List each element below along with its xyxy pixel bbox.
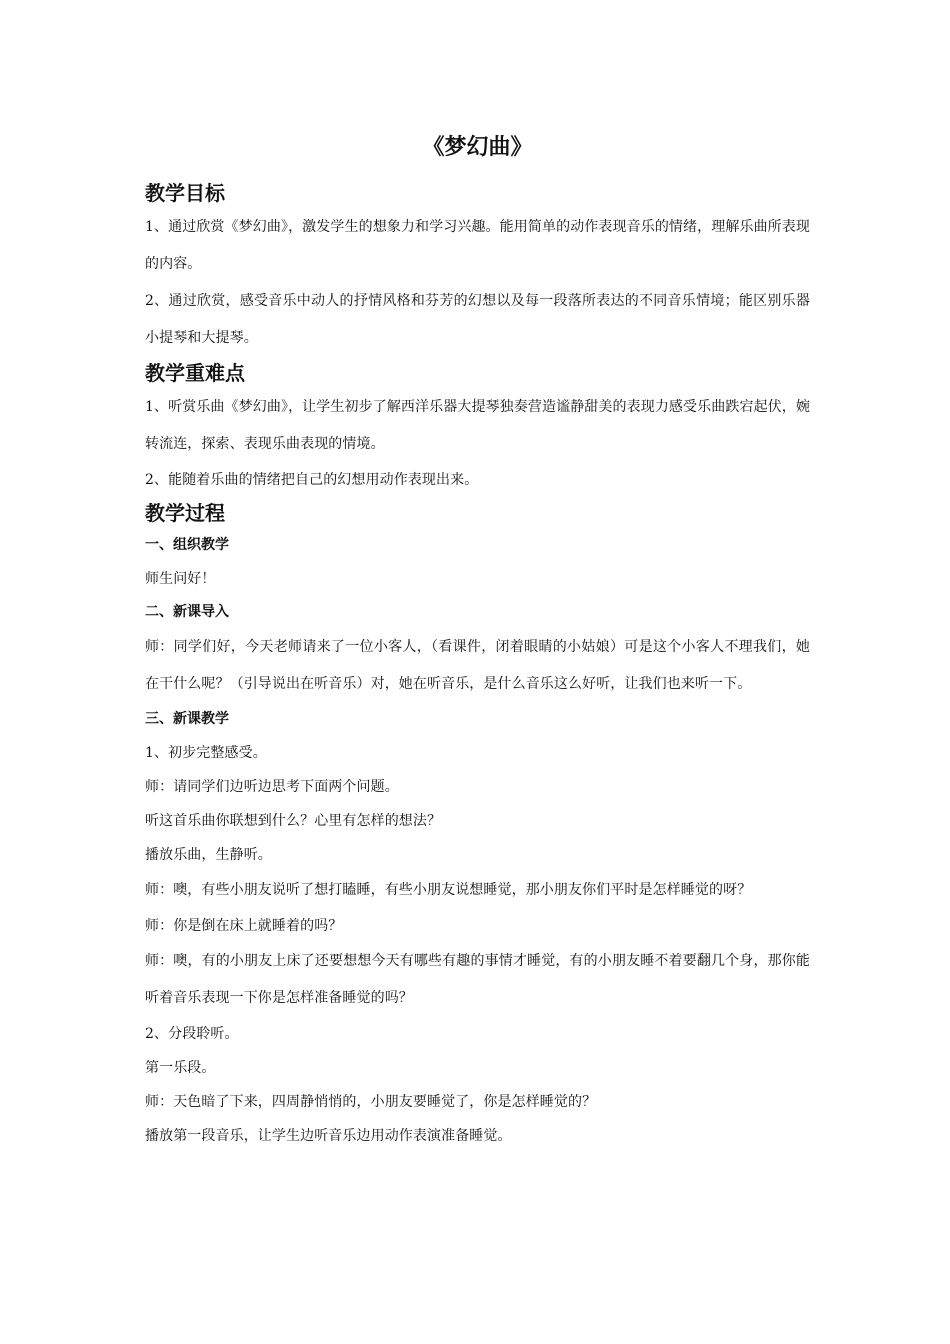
paragraph: 播放乐曲，生静听。 <box>145 847 272 863</box>
paragraph: 师：请同学们边听边思考下面两个问题。 <box>145 779 399 795</box>
paragraph: 1、初步完整感受。 <box>145 745 267 761</box>
paragraph: 播放第一段音乐，让学生边听音乐边用动作表演准备睡觉。 <box>145 1128 512 1144</box>
document-title: 《梦幻曲》 <box>422 135 533 160</box>
document-body <box>145 128 810 1153</box>
paragraph: 师：噢，有的小朋友上床了还要想想今天有哪些有趣的事情才睡觉，有的小朋友睡不着要翻几个身，那你能听着音乐表现一下你是怎样准备睡觉的吗？ <box>145 953 810 1006</box>
section-heading-key-points: 教学重难点 <box>145 361 245 385</box>
subsection-heading: 二、新课导入 <box>145 604 229 620</box>
paragraph: 第一乐段。 <box>145 1060 216 1076</box>
paragraph: 2、分段聆听。 <box>145 1026 239 1042</box>
paragraph: 2、通过欣赏，感受音乐中动人的抒情风格和芬芳的幻想以及每一段落所表达的不同音乐情境；能区别乐器小提琴和大提琴。 <box>145 293 810 346</box>
subsection-heading: 三、新课教学 <box>145 711 229 727</box>
paragraph: 师：同学们好，今天老师请来了一位小客人，（看课件，闭着眼睛的小姑娘）可是这个小客人不理我们，她在干什么呢？（引导说出在听音乐）对，她在听音乐，是什么音乐这么好听，让我们也来听一下。 <box>145 639 810 692</box>
paragraph: 1、听赏乐曲《梦幻曲》，让学生初步了解西洋乐器大提琴独奏营造谧静甜美的表现力感受乐曲跌宕起伏，婉转流连，探索、表现乐曲表现的情境。 <box>145 399 810 452</box>
paragraph: 2、能随着乐曲的情绪把自己的幻想用动作表现出来。 <box>145 472 479 488</box>
paragraph: 师：噢，有些小朋友说听了想打瞌睡，有些小朋友说想睡觉，那小朋友你们平时是怎样睡觉的呀？ <box>145 882 752 898</box>
paragraph: 师：你是倒在床上就睡着的吗？ <box>145 918 343 934</box>
section-heading-process: 教学过程 <box>145 501 225 525</box>
paragraph: 师生问好！ <box>145 571 216 587</box>
paragraph: 1、通过欣赏《梦幻曲》，激发学生的想象力和学习兴趣。能用简单的动作表现音乐的情绪，理解乐曲所表现的内容。 <box>145 219 810 272</box>
subsection-heading: 一、组织教学 <box>145 537 229 553</box>
paragraph: 师：天色暗了下来，四周静悄悄的，小朋友要睡觉了，你是怎样睡觉的？ <box>145 1094 597 1110</box>
section-heading-goals: 教学目标 <box>145 181 225 205</box>
paragraph: 听这首乐曲你联想到什么？心里有怎样的想法？ <box>145 813 442 829</box>
